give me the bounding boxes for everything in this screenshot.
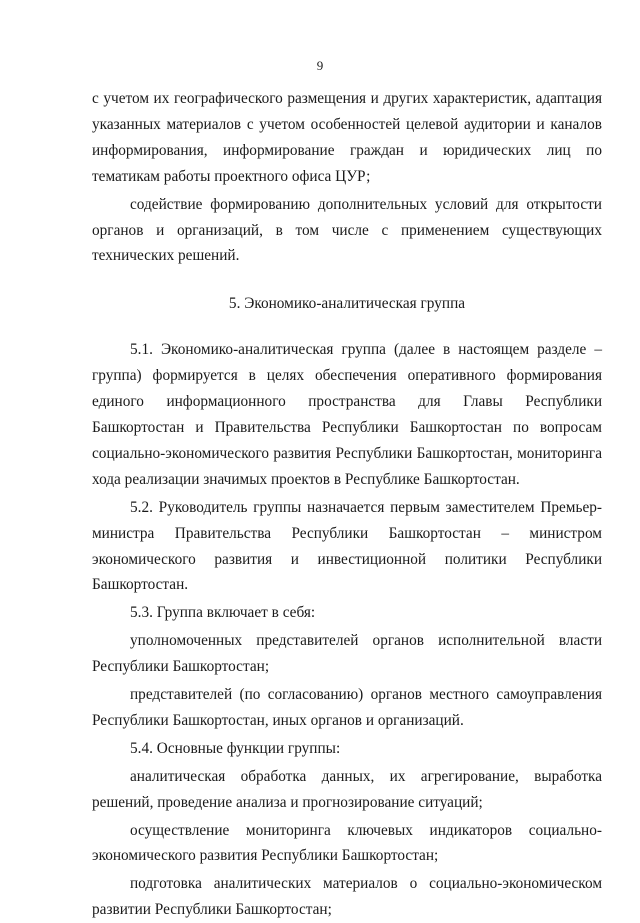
paragraph: 5.4. Основные функции группы: bbox=[130, 739, 341, 757]
paragraph: осуществление мониторинга ключевых индикаторов социально-экономического развития Республики Башкортостан; bbox=[92, 821, 602, 865]
page-number: 9 bbox=[316, 58, 324, 73]
document-body bbox=[92, 86, 602, 923]
section-heading: 5. Экономико-аналитическая группа bbox=[228, 295, 466, 313]
paragraph: представителей (по согласованию) органов местного самоуправления Республики Башкортостан, иных органов и организаций. bbox=[92, 686, 602, 729]
paragraph: 5.1. Экономико-аналитическая группа (далее в настоящем разделе – группа) формируется в целях обеспечения оперативного формирования единого информационного пространства для Главы Республики Башкортостан и Правительства Республики Башкортостан по вопросам социально-экономического развития Республики Башкортостан, мониторинга хода реализации значимых проектов в Республике Башкортостан. bbox=[92, 341, 602, 488]
paragraph: 5.3. Группа включает в себя: bbox=[130, 604, 316, 622]
paragraph: с учетом их географического размещения и других характеристик, адаптация указанных материалов с учетом особенностей целевой аудитории и каналов информирования, информирование граждан и юридических лиц по тематикам работы проектного офиса ЦУР; bbox=[92, 90, 602, 185]
paragraph: уполномоченных представителей органов исполнительной власти Республики Башкортостан; bbox=[92, 632, 602, 676]
paragraph: аналитическая обработка данных, их агрегирование, выработка решений, проведение анализа и прогнозирование ситуаций; bbox=[92, 767, 602, 811]
paragraph: 5.2. Руководитель группы назначается первым заместителем Премьер-министра Правительства Республики Башкортостан – министром экономического развития и инвестиционной политики Республики Башкортостан. bbox=[92, 498, 602, 594]
paragraph: содействие формированию дополнительных условий для открытости органов и организаций, в том числе с применением существующих технических решений. bbox=[92, 195, 602, 265]
paragraph: подготовка аналитических материалов о социально-экономическом развитии Республики Башкортостан; bbox=[92, 875, 602, 919]
